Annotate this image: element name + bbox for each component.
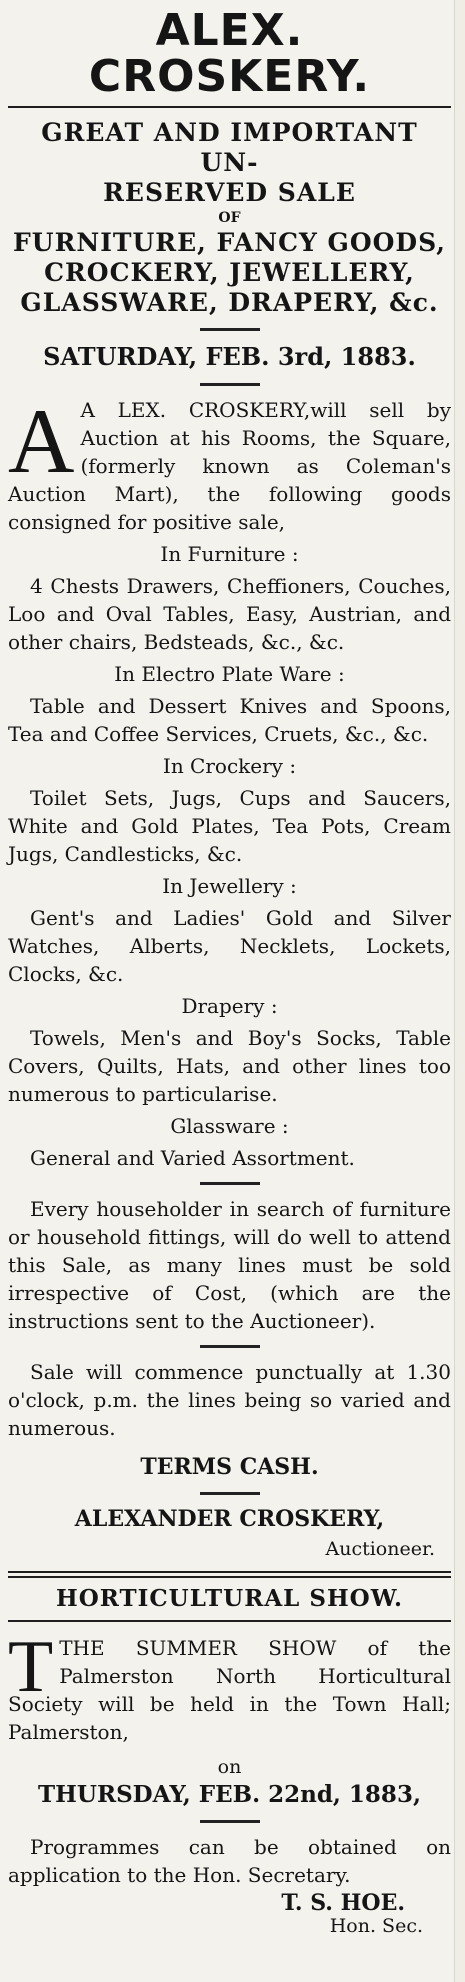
section-electro-title: In Electro Plate Ware : <box>114 662 345 686</box>
title-rule <box>8 106 451 108</box>
auctioneer-role: Auctioneer. <box>325 1538 435 1560</box>
intro-text: A LEX. CROSKERY,will sell by Auction at his Rooms, the Square, (formerly known as Coleman's Auction Mart), the following goods consigned for positive sale, <box>8 398 451 534</box>
auctioneer-name: ALEXANDER CROSKERY, <box>74 1506 385 1532</box>
secretary-name: T. S. HOE. <box>281 1890 405 1916</box>
intro-paragraph <box>8 390 451 536</box>
headline-2: RESERVED SALE <box>103 178 356 207</box>
horticultural-body <box>8 1626 451 1746</box>
secretary-role: Hon. Sec. <box>329 1915 423 1937</box>
dropcap-letter: A <box>8 390 75 492</box>
section-jewellery-text: Gent's and Ladies' Gold and Silver Watches, Alberts, Necklets, Lockets, Clocks, &c. <box>8 906 451 986</box>
divider-dash <box>200 1345 260 1348</box>
terms-cash: TERMS CASH. <box>140 1454 319 1480</box>
divider-dash <box>200 1820 260 1823</box>
commence-paragraph: Sale will commence punctually at 1.30 o'clock, p.m. the lines being so varied and numerous. <box>8 1360 451 1440</box>
section-glassware-title: Glassware : <box>170 1114 289 1138</box>
section-crockery-text: Toilet Sets, Jugs, Cups and Saucers, White and Gold Plates, Tea Pots, Cream Jugs, Candlesticks, &c. <box>8 786 451 866</box>
headline-5: GLASSWARE, DRAPERY, &c. <box>20 288 439 317</box>
notice-paragraph: Every householder in search of furniture or household fittings, will do well to attend this Sale, as many lines must be sold irrespective of Cost, (which are the instructions sent to the Auctioneer). <box>8 1197 451 1333</box>
column-edge <box>454 0 465 1982</box>
headline-1: GREAT AND IMPORTANT UN- <box>41 118 418 177</box>
on-text: on <box>217 1756 242 1778</box>
section-jewellery-title: In Jewellery : <box>162 874 297 898</box>
divider-dash <box>200 383 260 386</box>
divider-dash <box>200 328 260 331</box>
section-drapery-title: Drapery : <box>181 994 278 1018</box>
programme-text: Programmes can be obtained on application to the Hon. Secretary. <box>8 1835 451 1887</box>
section-furniture-text: 4 Chests Drawers, Cheffioners, Couches, Loo and Oval Tables, Easy, Austrian, and other chairs, Bedsteads, &c., &c. <box>8 574 451 654</box>
headline-4: CROCKERY, JEWELLERY, <box>44 258 415 287</box>
horticultural-date: THURSDAY, FEB. 22nd, 1883, <box>38 1781 421 1808</box>
section-crockery-title: In Crockery : <box>162 754 297 778</box>
horticultural-text: THE SUMMER SHOW of the Palmerston North Horticultural Society will be held in the Town Hall; Palmerston, <box>8 1636 451 1744</box>
headline-of: OF <box>218 210 241 226</box>
section-drapery-text: Towels, Men's and Boy's Socks, Table Covers, Quilts, Hats, and other lines too numerous to particularise. <box>8 1026 451 1106</box>
advert-title: ALEX. CROSKERY. <box>88 5 371 102</box>
dropcap-letter-t: T <box>8 1626 54 1708</box>
advert-separator <box>8 1571 451 1573</box>
horticultural-title: HORTICULTURAL SHOW. <box>56 1585 403 1612</box>
divider-dash <box>200 1182 260 1185</box>
section-electro-text: Table and Dessert Knives and Spoons, Tea and Coffee Services, Cruets, &c., &c. <box>8 694 451 746</box>
sale-date: SATURDAY, FEB. 3rd, 1883. <box>43 342 416 371</box>
section-furniture-title: In Furniture : <box>160 542 299 566</box>
horticultural-title-rule <box>8 1620 451 1622</box>
headline-3: FURNITURE, FANCY GOODS, <box>13 228 446 257</box>
divider-dash <box>200 1492 260 1495</box>
section-glassware-text: General and Varied Assortment. <box>30 1146 355 1170</box>
